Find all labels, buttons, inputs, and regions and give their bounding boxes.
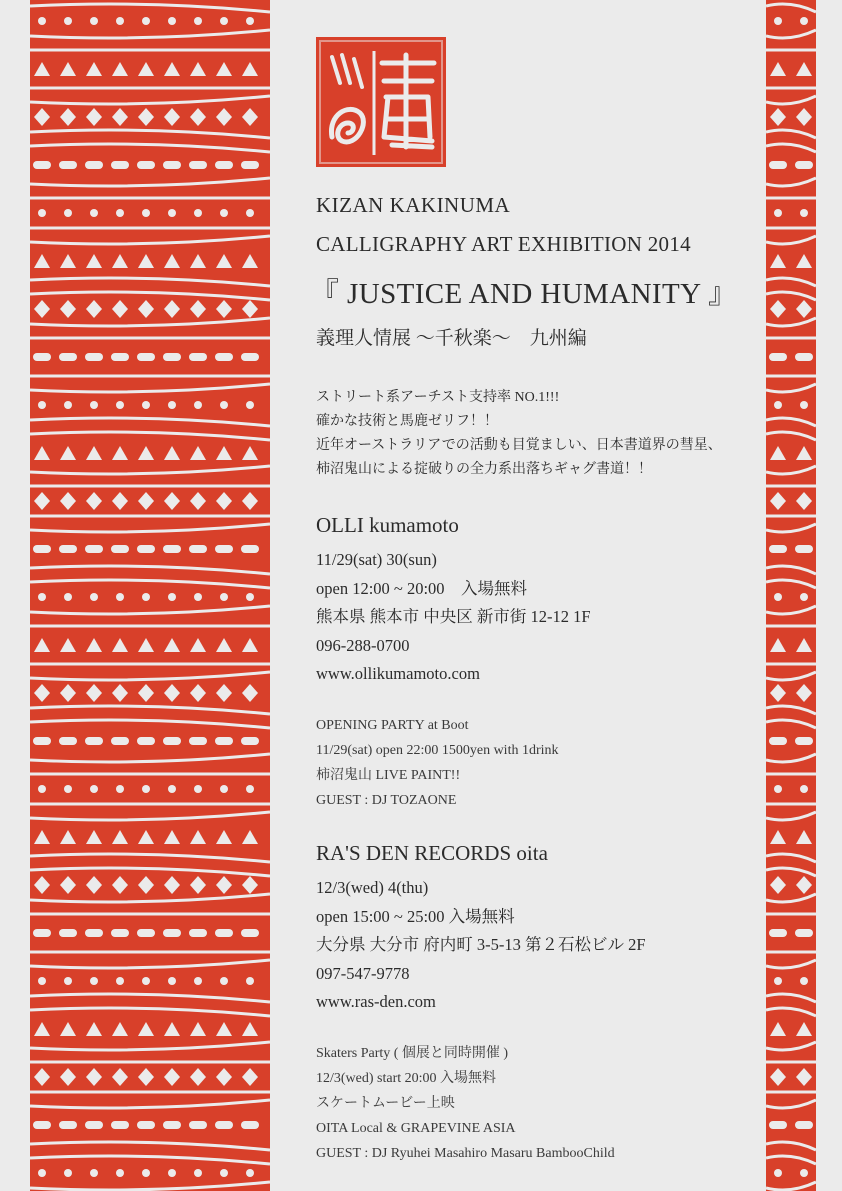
tribal-pattern-stripe-right [766, 0, 816, 1191]
tribal-pattern-icon [30, 0, 270, 1191]
venue-address: 大分県 大分市 府内町 3-5-13 第２石松ビル 2F [316, 935, 646, 954]
tribal-pattern-icon [766, 0, 816, 1191]
venue-hours: open 12:00 ~ 20:00 入場無料 [316, 578, 528, 598]
intro-line: 確かな技術と馬鹿ゼリフ！！ [316, 414, 498, 429]
intro-text [316, 386, 722, 482]
exhibition-subtitle: 義理人情展 〜千秋楽〜 九州編 [316, 328, 587, 349]
party-line: OPENING PARTY at Boot [316, 718, 469, 733]
party-line: GUEST : DJ Ryuhei Masahiro Masaru BambooChild [316, 1146, 615, 1161]
venue-url: www.ras-den.com [316, 992, 436, 1011]
party-line: Skaters Party ( 個展と同時開催 ) [316, 1046, 509, 1061]
exhibition-heading: CALLIGRAPHY ART EXHIBITION 2014 [316, 232, 691, 256]
venue-ras-den-records [316, 841, 646, 1017]
party-line: 11/29(sat) open 22:00 1500yen with 1drink [316, 743, 559, 758]
tribal-pattern-stripe-left [30, 0, 270, 1191]
venue-dates: 11/29(sat) 30(sun) [316, 550, 437, 569]
venue-phone: 096-288-0700 [316, 635, 410, 655]
venue-olli-kumamoto [316, 513, 591, 689]
venue-phone: 097-547-9778 [316, 963, 410, 983]
venue-address: 熊本県 熊本市 中央区 新市街 12-12 1F [316, 607, 591, 626]
intro-line: 柿沼鬼山による掟破りの全力系出落ちギャグ書道！！ [316, 462, 652, 477]
party-line: 柿沼鬼山 LIVE PAINT!! [316, 768, 461, 783]
intro-line: ストリート系アーチスト支持率 NO.1!!! [316, 390, 560, 405]
exhibition-title: 『 JUSTICE AND HUMANITY 』 [310, 278, 738, 310]
party-line: GUEST : DJ TOZAONE [316, 793, 457, 808]
skaters-party-info [316, 1041, 615, 1166]
opening-party-info [316, 713, 559, 813]
venue-dates: 12/3(wed) 4(thu) [316, 878, 429, 897]
intro-line: 近年オーストラリアでの活動も目覚ましい、日本書道界の彗星、 [316, 438, 722, 453]
artist-name: KIZAN KAKINUMA [316, 193, 511, 217]
venue-hours: open 15:00 ~ 25:00 入場無料 [316, 906, 515, 926]
venue-name: OLLI kumamoto [316, 513, 459, 537]
venue-url: www.ollikumamoto.com [316, 664, 480, 683]
party-line: 12/3(wed) start 20:00 入場無料 [316, 1071, 497, 1086]
party-line: OITA Local & GRAPEVINE ASIA [316, 1121, 516, 1136]
party-line: スケートムービー上映 [316, 1096, 455, 1111]
calligraphy-seal-icon [316, 37, 446, 167]
venue-name: RA'S DEN RECORDS oita [316, 841, 548, 865]
